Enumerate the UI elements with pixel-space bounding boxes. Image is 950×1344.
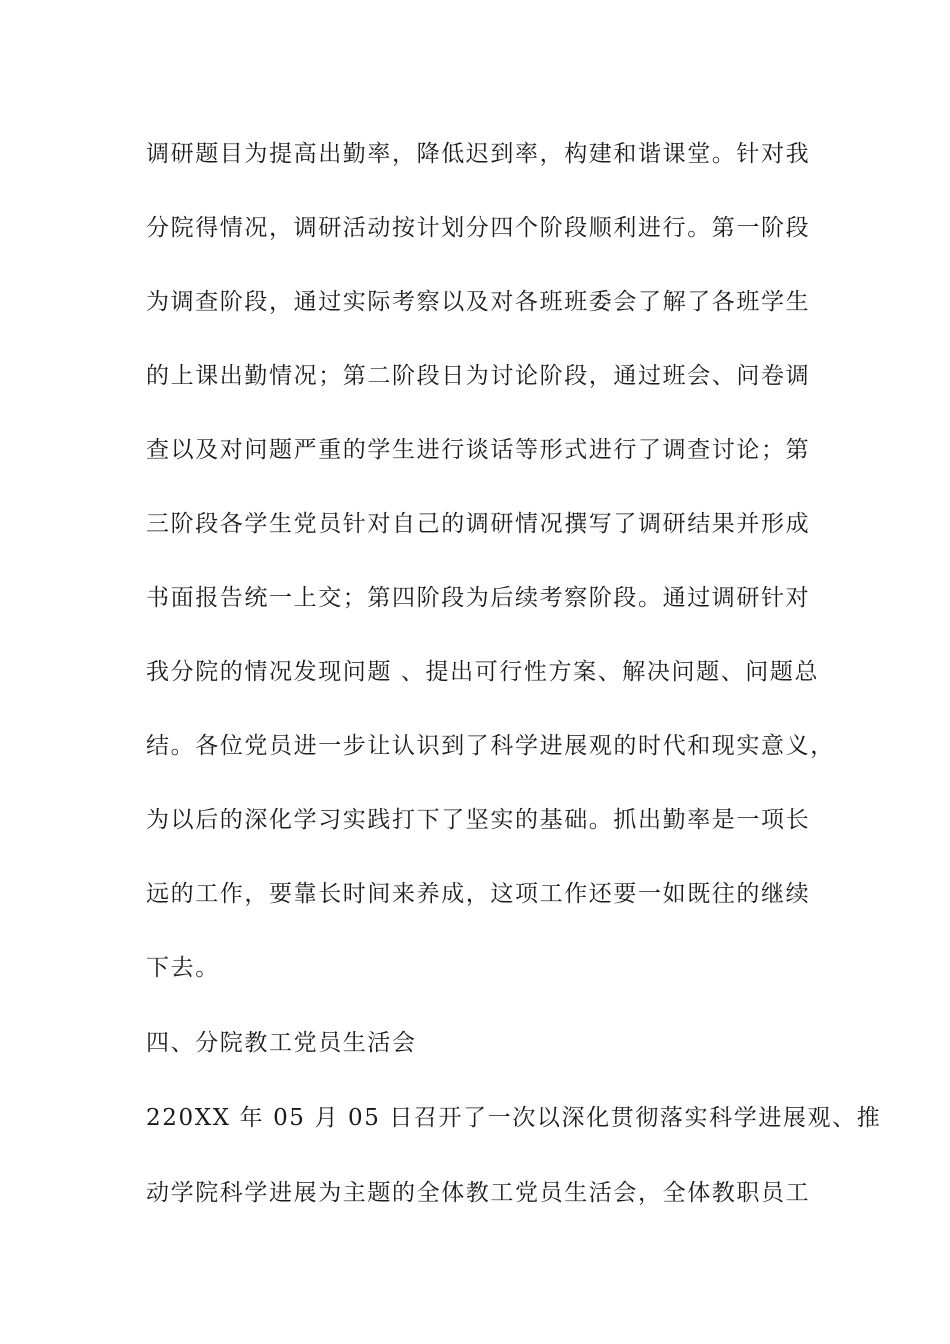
text-line: 书面报告统一上交；第四阶段为后续考察阶段。通过调研针对 xyxy=(146,585,811,611)
text-line: 的上课出勤情况；第二阶段日为讨论阶段，通过班会、问卷调 xyxy=(146,363,811,389)
text-line: 220XX 年 05 月 05 日召开了一次以深化贯彻落实科学进展观、推 xyxy=(146,1105,882,1131)
text-line: 查以及对问题严重的学生进行谈话等形式进行了调查讨论；第 xyxy=(146,437,811,463)
text-line: 远的工作，要靠长时间来养成，这项工作还要一如既往的继续 xyxy=(146,881,811,907)
text-line: 为调查阶段，通过实际考察以及对各班班委会了解了各班学生 xyxy=(146,289,811,315)
text-line: 结。各位党员进一步让认识到了科学进展观的时代和现实意义， xyxy=(146,733,835,759)
text-line: 动学院科学进展为主题的全体教工党员生活会，全体教职员工 xyxy=(146,1180,811,1206)
section-heading: 四、分院教工党员生活会 xyxy=(146,1030,417,1056)
text-line: 为以后的深化学习实践打下了坚实的基础。抓出勤率是一项长 xyxy=(146,807,811,833)
text-line: 我分院的情况发现问题 、提出可行性方案、解决问题、问题总 xyxy=(146,659,820,685)
text-line: 分院得情况，调研活动按计划分四个阶段顺利进行。第一阶段 xyxy=(146,215,811,241)
text-line: 三阶段各学生党员针对自己的调研情况撰写了调研结果并形成 xyxy=(146,511,811,537)
text-line: 调研题目为提高出勤率，降低迟到率，构建和谐课堂。针对我 xyxy=(146,141,811,167)
text-line: 下去。 xyxy=(146,955,220,981)
